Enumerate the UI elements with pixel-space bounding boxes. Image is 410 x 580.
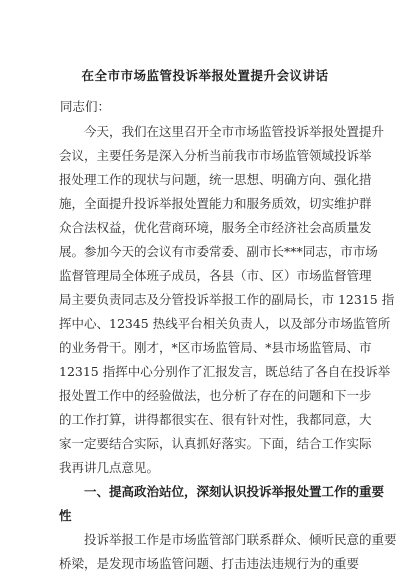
paragraph-line: 局主要负责同志及分管投诉举报工作的副局长，市 12315 指 <box>59 292 395 307</box>
paragraph-line: 的工作打算，讲得都很实在、很有针对性，我都同意，大 <box>59 412 372 427</box>
paragraph-line: 投诉举报工作是市场监管部门联系群众、倾听民意的重要 <box>84 532 397 547</box>
paragraph-line: 12315 指挥中心分别作了汇报发言，既总结了各自在投诉举 <box>59 364 391 379</box>
section-heading: 一、提高政治站位，深刻认识投诉举报处置工作的重要 <box>84 484 385 499</box>
paragraph-line: 报处理工作的现状与问题，统一思想、明确方向、强化措 <box>59 172 372 187</box>
paragraph-line: 挥中心、12345 热线平台相关负责人，以及部分市场监管所 <box>59 316 391 331</box>
section-heading-continued: 性 <box>59 508 72 523</box>
paragraph-line: 我再讲几点意见。 <box>59 460 160 475</box>
paragraph-line: 众合法权益，优化营商环境，服务全市经济社会高质量发 <box>59 220 372 235</box>
paragraph-line: 今天，我们在这里召开全市市场监管投诉举报处置提升 <box>84 124 385 139</box>
paragraph-line: 会议，主要任务是深入分析当前我市市场监管领域投诉举 <box>59 148 372 163</box>
paragraph-line: 展。参加今天的会议有市委常委、副市长***同志，市市场 <box>59 244 378 259</box>
paragraph-line: 施，全面提升投诉举报处置能力和服务质效，切实维护群 <box>59 196 372 211</box>
paragraph-line: 家一定要结合实际，认真抓好落实。下面，结合工作实际 <box>59 436 372 451</box>
document-title: 在全市市场监管投诉举报处置提升会议讲话 <box>81 68 329 83</box>
paragraph-line: 报处置工作中的经验做法，也分析了存在的问题和下一步 <box>59 388 372 403</box>
paragraph-line: 桥梁，是发现市场监管问题、打击违法违规行为的重要 <box>59 556 360 571</box>
salutation: 同志们： <box>60 99 111 114</box>
paragraph-line: 的业务骨干。刚才，*区市场监管局、*县市场监管局、市 <box>59 340 372 355</box>
paragraph-line: 监督管理局全体班子成员，各县（市、区）市场监督管理 <box>59 268 372 283</box>
